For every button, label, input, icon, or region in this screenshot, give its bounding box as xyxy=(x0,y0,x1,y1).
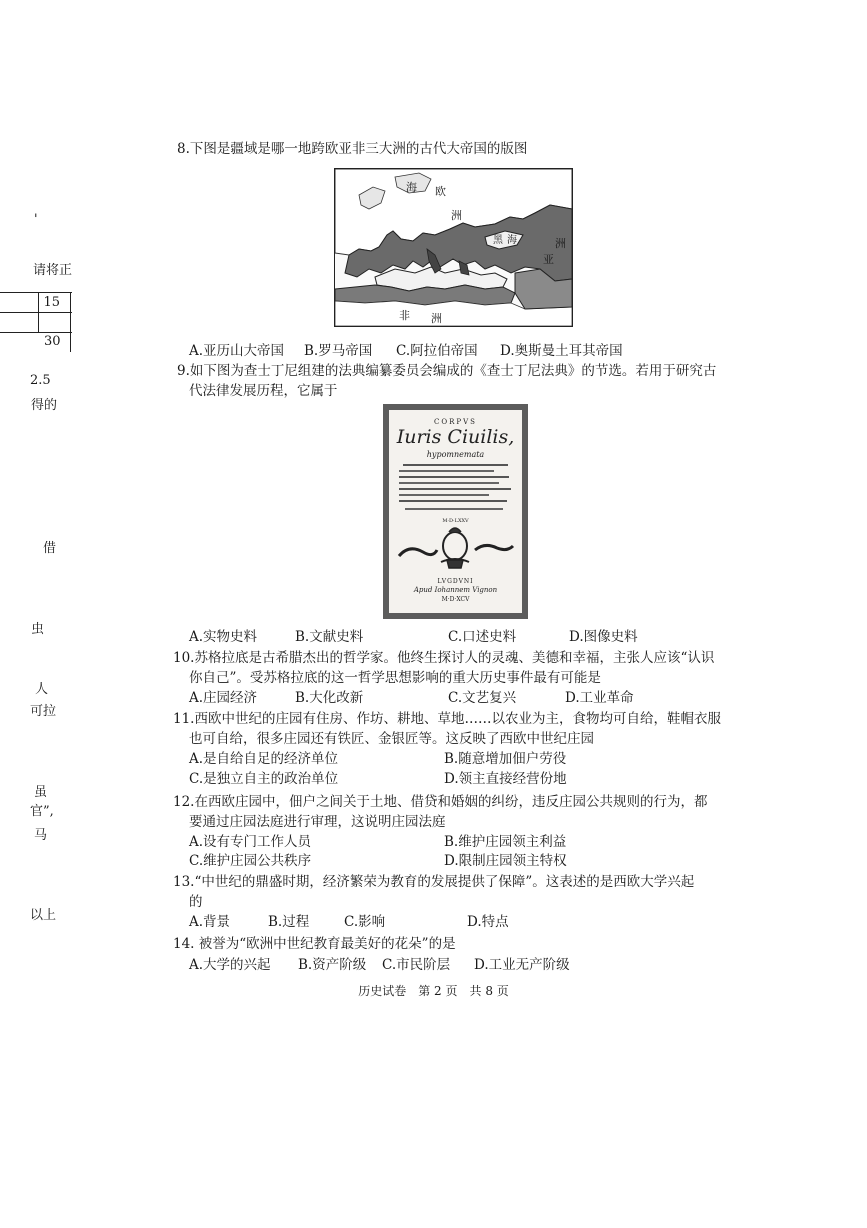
q8-stem: 8.下图是疆域是哪一地跨欧亚非三大洲的古代大帝国的版图 xyxy=(177,141,528,157)
q12-stem-line1: 12.在西欧庄园中，佃户之间关于土地、借贷和婚姻的纠纷，违反庄园公共规则的行为，都 xyxy=(173,794,708,810)
map-label: 非 xyxy=(399,309,410,322)
map-label: 海 xyxy=(406,181,417,194)
printer-device-emblem xyxy=(389,522,522,572)
edge-fragment: 借 xyxy=(43,541,57,556)
q14-option-c: C.市民阶层 xyxy=(382,957,451,973)
edge-fragment: 官”, xyxy=(30,804,54,819)
q10-stem-line2: 你自己”。受苏格拉底的这一哲学思想影响的重大历史事件最有可能是 xyxy=(189,670,601,686)
map-label: 洲 xyxy=(451,209,462,222)
q9-stem-line1: 9.如下图为查士丁尼组建的法典编纂委员会编成的《查士丁尼法典》的节选。若用于研究古 xyxy=(177,363,717,379)
q9-option-b: B.文献史料 xyxy=(295,629,364,645)
edge-fragment: ' xyxy=(34,212,38,227)
q12-option-a: A.设有专门工作人员 xyxy=(189,834,312,850)
book-text-lines xyxy=(389,462,522,522)
q9-option-c: C.口述史料 xyxy=(448,629,517,645)
page-footer: 历史试卷 第 2 页 共 8 页 xyxy=(358,984,509,998)
q9-option-a: A.实物史料 xyxy=(189,629,258,645)
map-label: 黑 xyxy=(493,235,503,246)
map-label: 欧 xyxy=(435,185,446,198)
q8-option-a: A.亚历山大帝国 xyxy=(189,343,285,359)
q12-stem-line2: 要通过庄园法庭进行审理，这说明庄园法庭 xyxy=(189,814,446,830)
map-label: 海 xyxy=(507,235,517,246)
q14-option-d: D.工业无产阶级 xyxy=(474,957,570,973)
justinian-code-title-page xyxy=(383,404,528,619)
map-label: 亚 xyxy=(543,253,554,266)
edge-fragment: 虫 xyxy=(31,622,45,637)
edge-fragment: 15 xyxy=(43,295,60,310)
edge-fragment: 虽 xyxy=(34,785,48,800)
roman-empire-map xyxy=(334,168,573,327)
edge-fragment: 2.5 xyxy=(30,373,51,388)
q13-option-b: B.过程 xyxy=(268,914,310,930)
q13-option-c: C.影响 xyxy=(344,914,386,930)
q14-option-b: B.资产阶级 xyxy=(298,957,367,973)
q13-option-a: A.背景 xyxy=(189,914,231,930)
q11-option-b: B.随意增加佃户劳役 xyxy=(444,751,567,767)
map-label: 洲 xyxy=(555,237,566,250)
q10-option-b: B.大化改新 xyxy=(295,690,364,706)
book-top-word: CORPVS xyxy=(434,418,477,426)
q13-option-d: D.特点 xyxy=(467,914,509,930)
q8-option-c: C.阿拉伯帝国 xyxy=(396,343,478,359)
book-publisher: Apud Iohannem Vignon xyxy=(413,586,498,594)
edge-fragment: 以上 xyxy=(30,908,57,923)
q11-stem-line2: 也可自给，很多庄园还有铁匠、金银匠等。这反映了西欧中世纪庄园 xyxy=(189,731,594,747)
q11-stem-line1: 11.西欧中世纪的庄园有住房、作坊、耕地、草地……以农业为主，食物均可自给，鞋帽衣服 xyxy=(173,711,721,727)
q10-option-a: A.庄园经济 xyxy=(189,690,258,706)
book-edition: M·D·LXXV xyxy=(442,518,469,524)
q9-option-d: D.图像史料 xyxy=(569,629,638,645)
map-label: 洲 xyxy=(431,312,442,325)
book-title: Iuris Ciuilis, xyxy=(396,426,515,448)
q13-stem-line1: 13.“中世纪的鼎盛时期，经济繁荣为教育的发展提供了保障”。这表述的是西欧大学兴起 xyxy=(173,874,695,890)
map-graphic xyxy=(335,169,572,326)
q8-option-d: D.奥斯曼土耳其帝国 xyxy=(500,343,623,359)
q11-option-d: D.领主直接经营份地 xyxy=(444,771,567,787)
q12-option-b: B.维护庄园领主利益 xyxy=(444,834,567,850)
q11-option-a: A.是自给自足的经济单位 xyxy=(189,751,339,767)
edge-fragment: 30 xyxy=(44,334,61,349)
q10-stem-line1: 10.苏格拉底是古希腊杰出的哲学家。他终生探讨人的灵魂、美德和幸福，主张人应该“认识 xyxy=(173,650,715,666)
edge-fragment: 人 xyxy=(35,682,49,697)
q8-option-b: B.罗马帝国 xyxy=(304,343,373,359)
q14-stem: 14. 被誉为“欧洲中世纪教育最美好的花朵”的是 xyxy=(173,936,456,952)
q12-option-c: C.维护庄园公共秩序 xyxy=(189,853,312,869)
q14-option-a: A.大学的兴起 xyxy=(189,957,271,973)
q9-stem-line2: 代法律发展历程，它属于 xyxy=(189,383,338,399)
q13-stem-line2: 的 xyxy=(189,894,203,910)
cropped-score-table xyxy=(0,292,72,352)
edge-fragment: 马 xyxy=(34,828,48,843)
q10-option-d: D.工业革命 xyxy=(565,690,634,706)
edge-fragment: 请将正 xyxy=(33,263,73,278)
book-subtitle: hypomnemata xyxy=(426,450,485,459)
q12-option-d: D.限制庄园领主特权 xyxy=(444,853,567,869)
edge-fragment: 可拉 xyxy=(30,704,57,719)
book-year: M·D·XCV xyxy=(441,596,470,603)
edge-fragment: 得的 xyxy=(31,398,58,413)
q11-option-c: C.是独立自主的政治单位 xyxy=(189,771,339,787)
book-place: LVGDVNI xyxy=(437,578,474,585)
q10-option-c: C.文艺复兴 xyxy=(448,690,517,706)
